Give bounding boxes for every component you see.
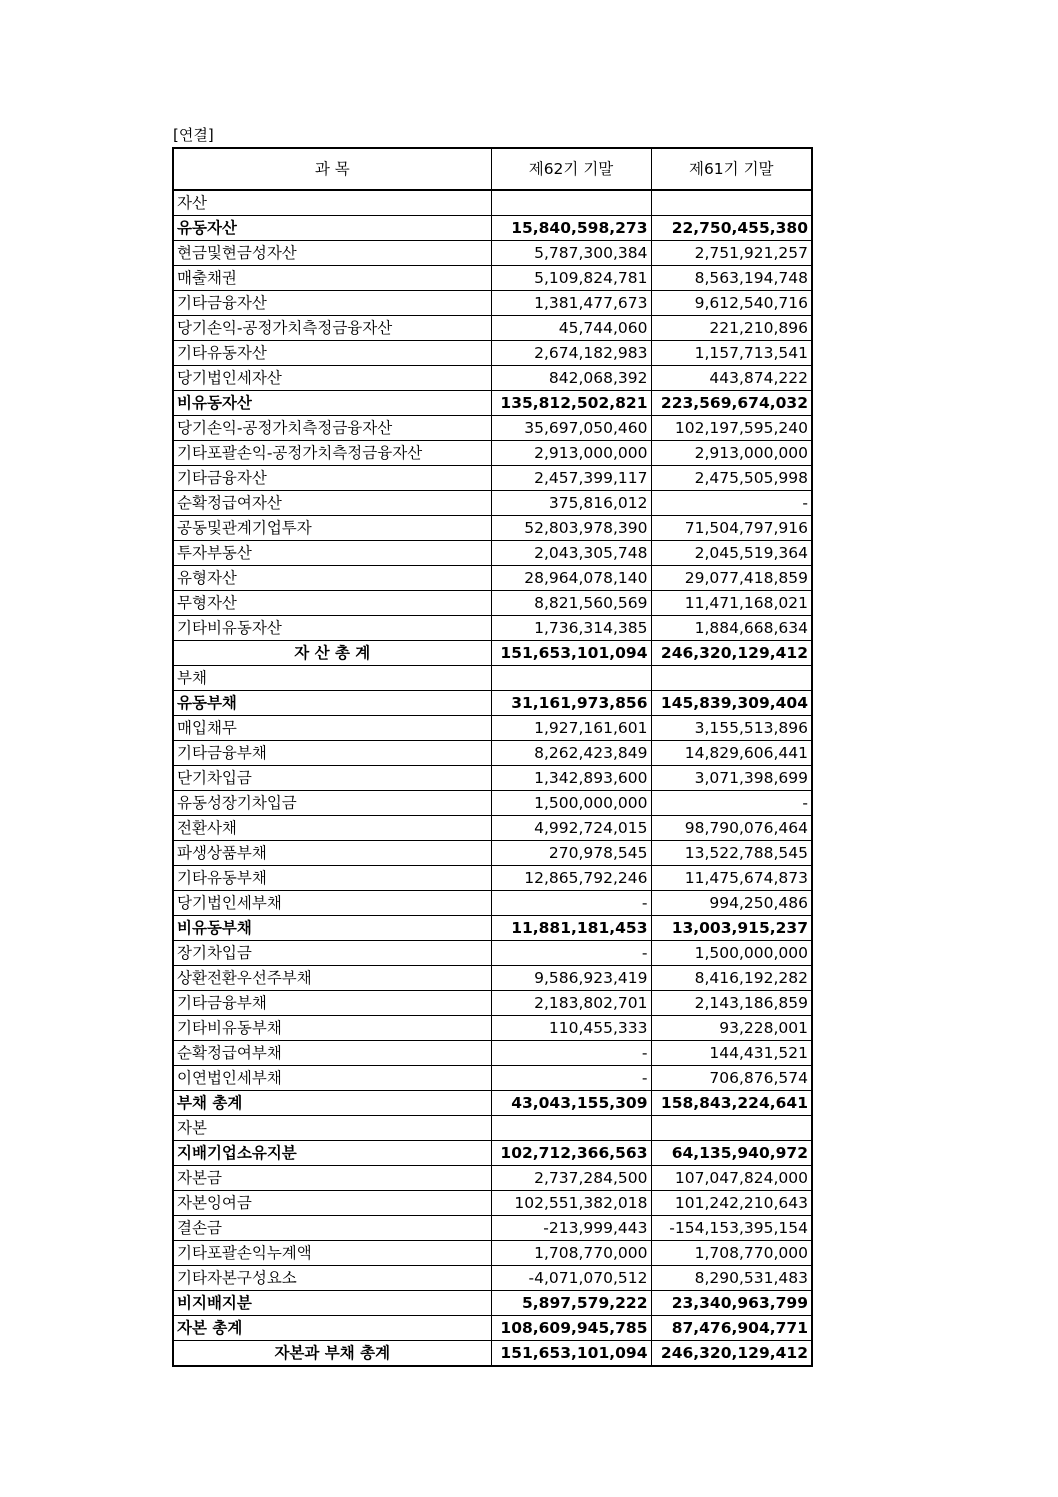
row-current-value: 1,381,477,673 [491, 291, 651, 316]
row-label: 결손금 [173, 1216, 491, 1241]
row-prior-value [651, 190, 812, 216]
row-label: 자본 총계 [173, 1316, 491, 1341]
row-label: 부채 [173, 666, 491, 691]
header-item: 과 목 [173, 148, 491, 190]
row-current-value: 11,881,181,453 [491, 916, 651, 941]
table-row [173, 591, 812, 616]
table-row [173, 316, 812, 341]
row-label: 상환전환우선주부채 [173, 966, 491, 991]
row-prior-value: 223,569,674,032 [651, 391, 812, 416]
row-current-value: 45,744,060 [491, 316, 651, 341]
row-current-value: 375,816,012 [491, 491, 651, 516]
row-prior-value: 22,750,455,380 [651, 216, 812, 241]
row-current-value: -213,999,443 [491, 1216, 651, 1241]
row-prior-value: 8,290,531,483 [651, 1266, 812, 1291]
table-row [173, 991, 812, 1016]
row-label: 자산 [173, 190, 491, 216]
table-row [173, 491, 812, 516]
row-current-value: 1,342,893,600 [491, 766, 651, 791]
row-label: 전환사채 [173, 816, 491, 841]
row-prior-value: 1,708,770,000 [651, 1241, 812, 1266]
table-row [173, 1266, 812, 1291]
row-current-value: 842,068,392 [491, 366, 651, 391]
table-row [173, 616, 812, 641]
table-row [173, 216, 812, 241]
row-label: 기타자본구성요소 [173, 1266, 491, 1291]
row-prior-value: 87,476,904,771 [651, 1316, 812, 1341]
row-current-value: 102,551,382,018 [491, 1191, 651, 1216]
table-row [173, 241, 812, 266]
row-current-value: 28,964,078,140 [491, 566, 651, 591]
row-label: 매출채권 [173, 266, 491, 291]
table-row [173, 791, 812, 816]
row-prior-value: 221,210,896 [651, 316, 812, 341]
row-label: 기타유동부채 [173, 866, 491, 891]
row-label: 이연법인세부채 [173, 1066, 491, 1091]
table-row [173, 1241, 812, 1266]
row-prior-value: 3,071,398,699 [651, 766, 812, 791]
row-prior-value: 144,431,521 [651, 1041, 812, 1066]
row-current-value: - [491, 891, 651, 916]
row-prior-value: 11,475,674,873 [651, 866, 812, 891]
row-current-value: 5,897,579,222 [491, 1291, 651, 1316]
row-prior-value: 93,228,001 [651, 1016, 812, 1041]
table-row [173, 366, 812, 391]
table-row [173, 966, 812, 991]
row-prior-value [651, 666, 812, 691]
row-label: 기타금융자산 [173, 291, 491, 316]
row-prior-value: 11,471,168,021 [651, 591, 812, 616]
row-label: 투자부동산 [173, 541, 491, 566]
row-label: 무형자산 [173, 591, 491, 616]
row-prior-value: 101,242,210,643 [651, 1191, 812, 1216]
table-row [173, 516, 812, 541]
row-current-value: - [491, 1066, 651, 1091]
table-row [173, 1066, 812, 1091]
row-label: 유동성장기차입금 [173, 791, 491, 816]
table-row [173, 1016, 812, 1041]
table-row [173, 1191, 812, 1216]
row-label: 기타포괄손익누계액 [173, 1241, 491, 1266]
table-row [173, 741, 812, 766]
table-row [173, 841, 812, 866]
row-current-value: - [491, 941, 651, 966]
table-row [173, 266, 812, 291]
row-current-value: 9,586,923,419 [491, 966, 651, 991]
row-label: 비유동부채 [173, 916, 491, 941]
row-prior-value: 98,790,076,464 [651, 816, 812, 841]
row-label: 파생상품부채 [173, 841, 491, 866]
table-row [173, 716, 812, 741]
table-row [173, 291, 812, 316]
row-label: 자본과 부채 총계 [173, 1341, 491, 1367]
row-current-value: 4,992,724,015 [491, 816, 651, 841]
row-label: 지배기업소유지분 [173, 1141, 491, 1166]
row-prior-value: 246,320,129,412 [651, 641, 812, 666]
row-label: 비지배지분 [173, 1291, 491, 1316]
header-prior-period: 제61기 기말 [651, 148, 812, 190]
table-row [173, 391, 812, 416]
row-prior-value: 64,135,940,972 [651, 1141, 812, 1166]
row-current-value: 31,161,973,856 [491, 691, 651, 716]
row-prior-value: 23,340,963,799 [651, 1291, 812, 1316]
row-prior-value: 1,157,713,541 [651, 341, 812, 366]
row-current-value: 52,803,978,390 [491, 516, 651, 541]
row-prior-value: 3,155,513,896 [651, 716, 812, 741]
row-prior-value: 29,077,418,859 [651, 566, 812, 591]
row-prior-value: -154,153,395,154 [651, 1216, 812, 1241]
row-label: 자본금 [173, 1166, 491, 1191]
row-prior-value: 2,751,921,257 [651, 241, 812, 266]
row-current-value: 1,708,770,000 [491, 1241, 651, 1266]
table-row [173, 1166, 812, 1191]
row-label: 기타금융부채 [173, 741, 491, 766]
table-row [173, 416, 812, 441]
row-current-value: 5,109,824,781 [491, 266, 651, 291]
row-label: 기타금융자산 [173, 466, 491, 491]
table-row [173, 766, 812, 791]
table-row [173, 1316, 812, 1341]
row-label: 유동자산 [173, 216, 491, 241]
row-label: 기타유동자산 [173, 341, 491, 366]
row-label: 순확정급여부채 [173, 1041, 491, 1066]
row-prior-value: 246,320,129,412 [651, 1341, 812, 1367]
row-current-value: 35,697,050,460 [491, 416, 651, 441]
table-row [173, 641, 812, 666]
table-row [173, 566, 812, 591]
table-row [173, 466, 812, 491]
row-prior-value: - [651, 791, 812, 816]
row-label: 기타포괄손익-공정가치측정금융자산 [173, 441, 491, 466]
row-prior-value: 8,563,194,748 [651, 266, 812, 291]
row-prior-value: 158,843,224,641 [651, 1091, 812, 1116]
row-label: 자본잉여금 [173, 1191, 491, 1216]
balance-sheet-table [172, 147, 813, 1367]
row-label: 기타금융부채 [173, 991, 491, 1016]
table-row [173, 1216, 812, 1241]
table-row [173, 916, 812, 941]
row-prior-value: 2,913,000,000 [651, 441, 812, 466]
row-prior-value [651, 1116, 812, 1141]
row-current-value [491, 666, 651, 691]
row-label: 부채 총계 [173, 1091, 491, 1116]
row-prior-value: 102,197,595,240 [651, 416, 812, 441]
row-current-value: 2,913,000,000 [491, 441, 651, 466]
row-current-value [491, 1116, 651, 1141]
row-current-value: 12,865,792,246 [491, 866, 651, 891]
row-label: 기타비유동자산 [173, 616, 491, 641]
statement-caption: [연결] [173, 126, 214, 144]
row-current-value: 8,821,560,569 [491, 591, 651, 616]
row-current-value: 2,674,182,983 [491, 341, 651, 366]
row-prior-value: 2,045,519,364 [651, 541, 812, 566]
row-prior-value: 994,250,486 [651, 891, 812, 916]
row-prior-value: 2,475,505,998 [651, 466, 812, 491]
row-prior-value: 107,047,824,000 [651, 1166, 812, 1191]
table-row [173, 891, 812, 916]
row-current-value: 2,457,399,117 [491, 466, 651, 491]
table-row [173, 816, 812, 841]
row-prior-value: 145,839,309,404 [651, 691, 812, 716]
row-prior-value: - [651, 491, 812, 516]
row-label: 장기차입금 [173, 941, 491, 966]
row-current-value: -4,071,070,512 [491, 1266, 651, 1291]
row-label: 당기손익-공정가치측정금융자산 [173, 416, 491, 441]
row-current-value: 1,927,161,601 [491, 716, 651, 741]
row-current-value: 2,737,284,500 [491, 1166, 651, 1191]
row-label: 자본 [173, 1116, 491, 1141]
row-label: 단기차입금 [173, 766, 491, 791]
row-label: 비유동자산 [173, 391, 491, 416]
row-current-value: 135,812,502,821 [491, 391, 651, 416]
table-row [173, 666, 812, 691]
row-label: 당기손익-공정가치측정금융자산 [173, 316, 491, 341]
row-prior-value: 2,143,186,859 [651, 991, 812, 1016]
table-row [173, 1091, 812, 1116]
table-row [173, 1291, 812, 1316]
table-row [173, 691, 812, 716]
row-current-value: 151,653,101,094 [491, 1341, 651, 1367]
row-current-value: 1,500,000,000 [491, 791, 651, 816]
table-row [173, 941, 812, 966]
row-prior-value: 1,500,000,000 [651, 941, 812, 966]
row-prior-value: 8,416,192,282 [651, 966, 812, 991]
table-row [173, 441, 812, 466]
table-row [173, 1341, 812, 1367]
table-body [173, 190, 812, 1366]
row-current-value: 2,043,305,748 [491, 541, 651, 566]
row-current-value: 5,787,300,384 [491, 241, 651, 266]
row-label: 당기법인세자산 [173, 366, 491, 391]
row-label: 기타비유동부채 [173, 1016, 491, 1041]
row-label: 순확정급여자산 [173, 491, 491, 516]
row-prior-value: 1,884,668,634 [651, 616, 812, 641]
row-current-value: 102,712,366,563 [491, 1141, 651, 1166]
row-current-value: 1,736,314,385 [491, 616, 651, 641]
row-current-value: 110,455,333 [491, 1016, 651, 1041]
table-row [173, 541, 812, 566]
row-prior-value: 706,876,574 [651, 1066, 812, 1091]
table-row [173, 1141, 812, 1166]
table-row [173, 1041, 812, 1066]
row-label: 공동및관계기업투자 [173, 516, 491, 541]
table-row [173, 1116, 812, 1141]
row-current-value: 270,978,545 [491, 841, 651, 866]
row-prior-value: 9,612,540,716 [651, 291, 812, 316]
table-row [173, 190, 812, 216]
row-current-value: - [491, 1041, 651, 1066]
row-prior-value: 13,003,915,237 [651, 916, 812, 941]
row-current-value: 108,609,945,785 [491, 1316, 651, 1341]
table-row [173, 866, 812, 891]
row-prior-value: 13,522,788,545 [651, 841, 812, 866]
row-label: 유형자산 [173, 566, 491, 591]
row-label: 당기법인세부채 [173, 891, 491, 916]
row-current-value [491, 190, 651, 216]
table-header-row [173, 148, 812, 190]
row-current-value: 43,043,155,309 [491, 1091, 651, 1116]
table-row [173, 341, 812, 366]
row-current-value: 151,653,101,094 [491, 641, 651, 666]
row-label: 자 산 총 계 [173, 641, 491, 666]
row-current-value: 8,262,423,849 [491, 741, 651, 766]
header-current-period: 제62기 기말 [491, 148, 651, 190]
row-prior-value: 443,874,222 [651, 366, 812, 391]
row-label: 유동부채 [173, 691, 491, 716]
row-label: 매입채무 [173, 716, 491, 741]
row-label: 현금및현금성자산 [173, 241, 491, 266]
row-current-value: 2,183,802,701 [491, 991, 651, 1016]
row-prior-value: 14,829,606,441 [651, 741, 812, 766]
row-prior-value: 71,504,797,916 [651, 516, 812, 541]
row-current-value: 15,840,598,273 [491, 216, 651, 241]
